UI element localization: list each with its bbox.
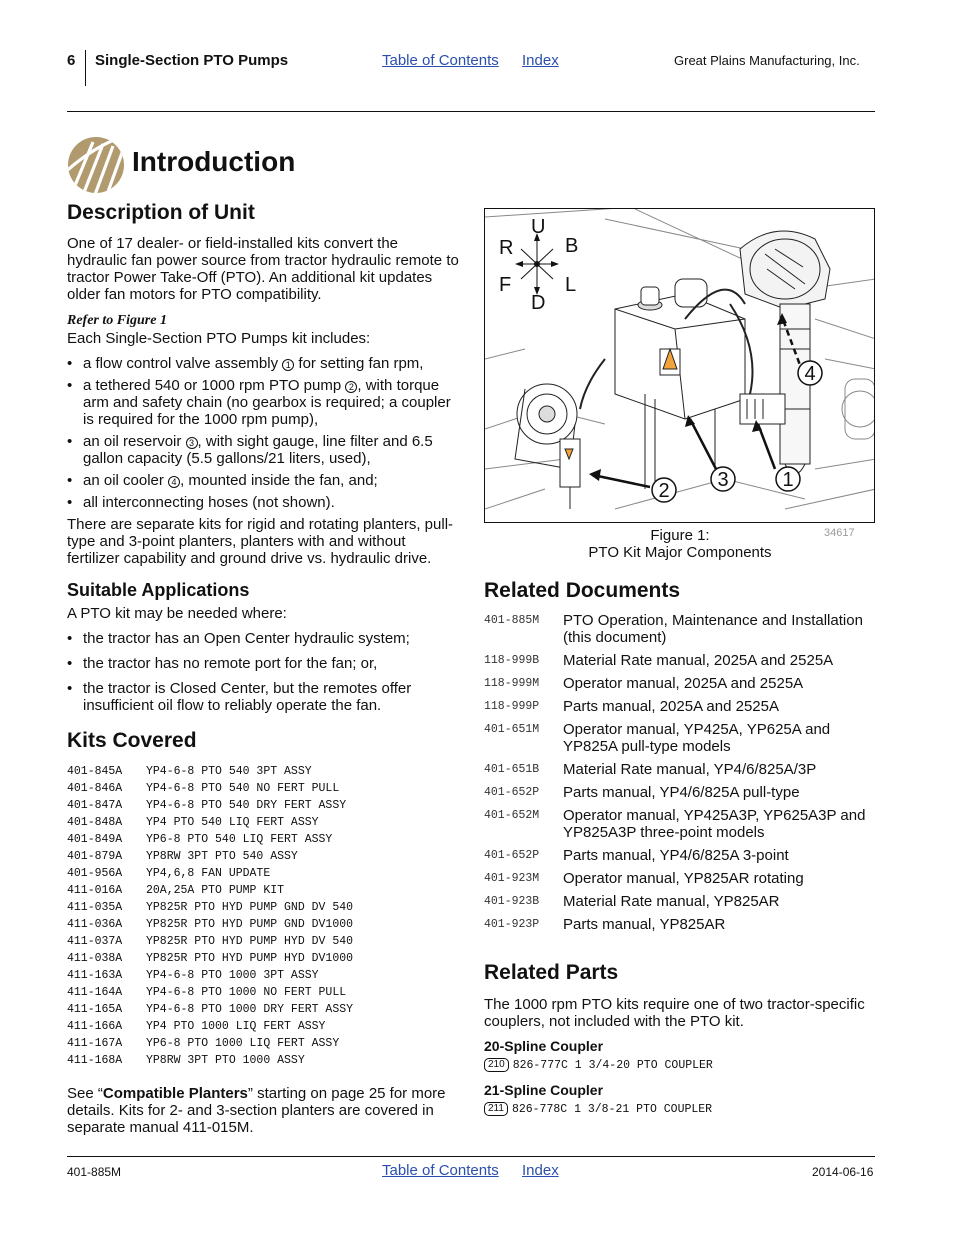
- document-title: Material Rate manual, 2025A and 2525A: [563, 652, 834, 669]
- description-heading: Description of Unit: [67, 201, 255, 224]
- pto-kit-drawing: [485, 209, 875, 523]
- kit-description: YP4-6-8 PTO 540 3PT ASSY: [146, 765, 312, 778]
- compatible-planters-ref: Compatible Planters: [102, 1085, 248, 1102]
- great-plains-logo-icon: [67, 136, 125, 194]
- callout-ref: 4: [168, 476, 180, 488]
- header-divider: [85, 50, 86, 86]
- kit-row: [67, 763, 353, 780]
- document-row: [484, 847, 876, 864]
- document-row: [484, 698, 876, 715]
- kit-number: 411-163A: [67, 969, 123, 982]
- document-number: 401-652P: [484, 849, 540, 862]
- document-title: Material Rate manual, YP4/6/825A/3P: [563, 761, 817, 778]
- kit-number: 411-035A: [67, 901, 123, 914]
- footer-index-link[interactable]: Index: [522, 1162, 559, 1179]
- document-number: 401-923P: [484, 918, 540, 931]
- document-title: Operator manual, YP825AR rotating: [563, 870, 804, 887]
- related-documents-heading: Related Documents: [484, 579, 681, 602]
- kit-description: YP8RW 3PT PTO 1000 ASSY: [146, 1054, 305, 1067]
- document-row: [484, 761, 876, 778]
- applications-intro: A PTO kit may be needed where:: [67, 605, 287, 622]
- document-number: 118-999P: [484, 700, 540, 713]
- kit-row: [67, 882, 353, 899]
- kit-description: YP4,6,8 FAN UPDATE: [146, 867, 271, 880]
- kit-row: [67, 1052, 353, 1069]
- document-title: Parts manual, YP4/6/825A 3-point: [563, 847, 789, 864]
- document-title: Parts manual, YP4/6/825A pull-type: [563, 784, 800, 801]
- kit-description: YP6-8 PTO 1000 LIQ FERT ASSY: [146, 1037, 340, 1050]
- kit-row: [67, 831, 353, 848]
- kit-row: [67, 1035, 353, 1052]
- related-parts-heading: Related Parts: [484, 961, 619, 984]
- kit-number: 411-036A: [67, 918, 123, 931]
- includes-intro: Each Single-Section PTO Pumps kit includes:: [67, 330, 371, 347]
- callout-1: 1: [782, 469, 794, 491]
- kit-row: [67, 967, 353, 984]
- document-number: 401-652P: [484, 786, 540, 799]
- figure-caption-number: Figure 1:: [650, 527, 710, 544]
- header-index-link[interactable]: Index: [522, 52, 559, 69]
- application-item: • the tractor is Closed Center, but the remotes offer insufficient oil flow to reliably operate the fan.: [67, 680, 462, 714]
- document-title: Operator manual, YP425A3P, YP625A3P and YP825A3P three-point models: [563, 807, 866, 841]
- document-title: Parts manual, 2025A and 2525A: [563, 698, 779, 715]
- kit-number: 411-037A: [67, 935, 123, 948]
- kit-row: [67, 780, 353, 797]
- footer-manual-number: 401-885M: [67, 1165, 122, 1179]
- kit-number: 401-848A: [67, 816, 123, 829]
- document-row: [484, 612, 876, 646]
- coupler-20-ref: 210: [484, 1058, 509, 1072]
- callout-3: 3: [717, 469, 729, 491]
- coupler-21-part: [484, 1102, 712, 1116]
- kit-number: 411-164A: [67, 986, 123, 999]
- header-toc-link[interactable]: Table of Contents: [382, 52, 499, 69]
- kit-row: [67, 916, 353, 933]
- page-title: Introduction: [132, 146, 296, 177]
- kit-description: YP4-6-8 PTO 1000 3PT ASSY: [146, 969, 319, 982]
- section-title: Single-Section PTO Pumps: [95, 52, 289, 69]
- kit-row: [67, 950, 353, 967]
- kit-number: 411-038A: [67, 952, 123, 965]
- kit-row: [67, 797, 353, 814]
- coupler-20-heading: 20-Spline Coupler: [484, 1038, 604, 1054]
- component-item: • all interconnecting hoses (not shown).: [67, 494, 462, 511]
- kit-row: [67, 899, 353, 916]
- application-item: • the tractor has an Open Center hydraulic system;: [67, 630, 462, 647]
- kit-number: 411-168A: [67, 1054, 123, 1067]
- kit-description: YP4-6-8 PTO 540 NO FERT PULL: [146, 782, 340, 795]
- kit-row: [67, 848, 353, 865]
- kit-row: [67, 984, 353, 1001]
- kit-description: YP4 PTO 540 LIQ FERT ASSY: [146, 816, 319, 829]
- kit-description: YP825R PTO HYD PUMP GND DV1000: [146, 918, 354, 931]
- company-name: Great Plains Manufacturing, Inc.: [674, 53, 860, 68]
- callout-ref: 1: [282, 359, 294, 371]
- document-row: [484, 675, 876, 692]
- callout-2: 2: [658, 480, 670, 502]
- coupler-21-heading: 21-Spline Coupler: [484, 1082, 604, 1098]
- related-parts-intro: The 1000 rpm PTO kits require one of two tractor-specific couplers, not included with the PTO kit.: [484, 996, 865, 1030]
- kit-row: [67, 1001, 353, 1018]
- document-row: [484, 784, 876, 801]
- application-item: • the tractor has no remote port for the fan; or,: [67, 655, 462, 672]
- component-item: • an oil reservoir 3 , with sight gauge, line filter and 6.5 gallon capacity (5.5 gallons/21 liters, used),: [67, 433, 462, 467]
- component-item: • an oil cooler 4 , mounted inside the fan, and;: [67, 472, 462, 489]
- kit-row: [67, 814, 353, 831]
- document-title: Material Rate manual, YP825AR: [563, 893, 780, 910]
- compass-front-label: F: [499, 274, 512, 296]
- callout-ref: 3: [186, 437, 198, 449]
- kits-list: [67, 763, 353, 1069]
- page-number: 6: [67, 52, 76, 69]
- footer-toc-link[interactable]: Table of Contents: [382, 1162, 499, 1179]
- kits-heading: Kits Covered: [67, 729, 197, 752]
- kit-number: 401-845A: [67, 765, 123, 778]
- kit-number: 411-016A: [67, 884, 123, 897]
- coupler-21-part-text: 826-778C 1 3/8-21 PTO COUPLER: [511, 1102, 713, 1116]
- document-title: Operator manual, 2025A and 2525A: [563, 675, 804, 692]
- document-title: Parts manual, YP825AR: [563, 916, 726, 933]
- orientation-compass: [515, 233, 559, 295]
- kit-number: 411-165A: [67, 1003, 123, 1016]
- compass-left-label: L: [565, 274, 577, 296]
- compass-back-label: B: [565, 235, 579, 257]
- kit-description: YP4-6-8 PTO 1000 NO FERT PULL: [146, 986, 347, 999]
- kit-number: 401-879A: [67, 850, 123, 863]
- kit-description: 20A,25A PTO PUMP KIT: [146, 884, 285, 897]
- applications-heading: Suitable Applications: [67, 580, 250, 600]
- document-number: 401-885M: [484, 614, 540, 627]
- document-title: Operator manual, YP425A, YP625A and YP825A pull-type models: [563, 721, 831, 755]
- document-number: 118-999B: [484, 654, 540, 667]
- document-number: 401-652M: [484, 809, 540, 822]
- compass-down-label: D: [531, 292, 546, 314]
- kit-number: 401-846A: [67, 782, 123, 795]
- document-row: [484, 807, 876, 841]
- compass-up-label: U: [531, 216, 546, 238]
- kit-description: YP8RW 3PT PTO 540 ASSY: [146, 850, 298, 863]
- coupler-20-part: [484, 1058, 713, 1072]
- figure-reference: Refer to Figure 1: [67, 313, 167, 328]
- applications-list: [67, 630, 462, 722]
- document-number: 118-999M: [484, 677, 540, 690]
- kit-number: 401-956A: [67, 867, 123, 880]
- compass-right-label: R: [499, 237, 514, 259]
- kit-number: 411-166A: [67, 1020, 123, 1033]
- footer-rule: [67, 1156, 875, 1157]
- document-number: 401-923M: [484, 872, 540, 885]
- document-number: 401-651M: [484, 723, 540, 736]
- kit-description: YP4 PTO 1000 LIQ FERT ASSY: [146, 1020, 326, 1033]
- kit-description: YP825R PTO HYD PUMP GND DV 540: [146, 901, 354, 914]
- document-row: [484, 893, 876, 910]
- kit-row: [67, 933, 353, 950]
- document-number: 401-651B: [484, 763, 540, 776]
- figure-1-illustration: [484, 208, 875, 523]
- components-list: [67, 355, 462, 516]
- kit-description: YP6-8 PTO 540 LIQ FERT ASSY: [146, 833, 333, 846]
- figure-image-number: 34617: [824, 527, 855, 539]
- kit-number: 411-167A: [67, 1037, 123, 1050]
- kit-number: 401-849A: [67, 833, 123, 846]
- kit-description: YP4-6-8 PTO 540 DRY FERT ASSY: [146, 799, 347, 812]
- figure-caption-title: PTO Kit Major Components: [588, 544, 772, 561]
- description-intro: One of 17 dealer- or field-installed kits convert the hydraulic fan power source from tractor hydraulic remote to tractor Power Take-Off (PTO). An additional kit updates older fan motors for PTO compatibility.: [67, 235, 459, 303]
- component-item: • a flow control valve assembly 1 for setting fan rpm,: [67, 355, 462, 372]
- header-rule: [67, 111, 875, 112]
- kit-number: 401-847A: [67, 799, 123, 812]
- document-title: PTO Operation, Maintenance and Installation (this document): [563, 612, 863, 646]
- coupler-21-ref: 211: [484, 1102, 508, 1116]
- figure-caption: [520, 527, 840, 561]
- document-number: 401-923B: [484, 895, 540, 908]
- callout-ref: 2: [345, 381, 357, 393]
- kit-description: YP4-6-8 PTO 1000 DRY FERT ASSY: [146, 1003, 354, 1016]
- callout-4: 4: [804, 363, 816, 385]
- component-item: • a tethered 540 or 1000 rpm PTO pump 2 , with torque arm and safety chain (no gearbox is required; a coupler is required for the 1000 rpm pump),: [67, 377, 462, 428]
- compatible-planters-note: See “Compatible Planters” starting on page 25 for more details. Kits for 2- and 3-section planters are covered in separate manual 411-015M.: [67, 1085, 446, 1136]
- document-row: [484, 652, 876, 669]
- footer-date: 2014-06-16: [812, 1165, 874, 1179]
- document-row: [484, 870, 876, 887]
- kit-description: YP825R PTO HYD PUMP HYD DV1000: [146, 952, 354, 965]
- document-row: [484, 916, 876, 933]
- coupler-20-part-text: 826-777C 1 3/4-20 PTO COUPLER: [512, 1058, 713, 1072]
- kit-row: [67, 1018, 353, 1035]
- document-row: [484, 721, 876, 755]
- kit-row: [67, 865, 353, 882]
- kit-description: YP825R PTO HYD PUMP HYD DV 540: [146, 935, 354, 948]
- separate-kits-text: There are separate kits for rigid and rotating planters, pull-type and 3-point planters, planters with and without fertilizer capability and ground drive vs. hydraulic drive.: [67, 516, 454, 567]
- related-documents-list: [484, 612, 876, 939]
